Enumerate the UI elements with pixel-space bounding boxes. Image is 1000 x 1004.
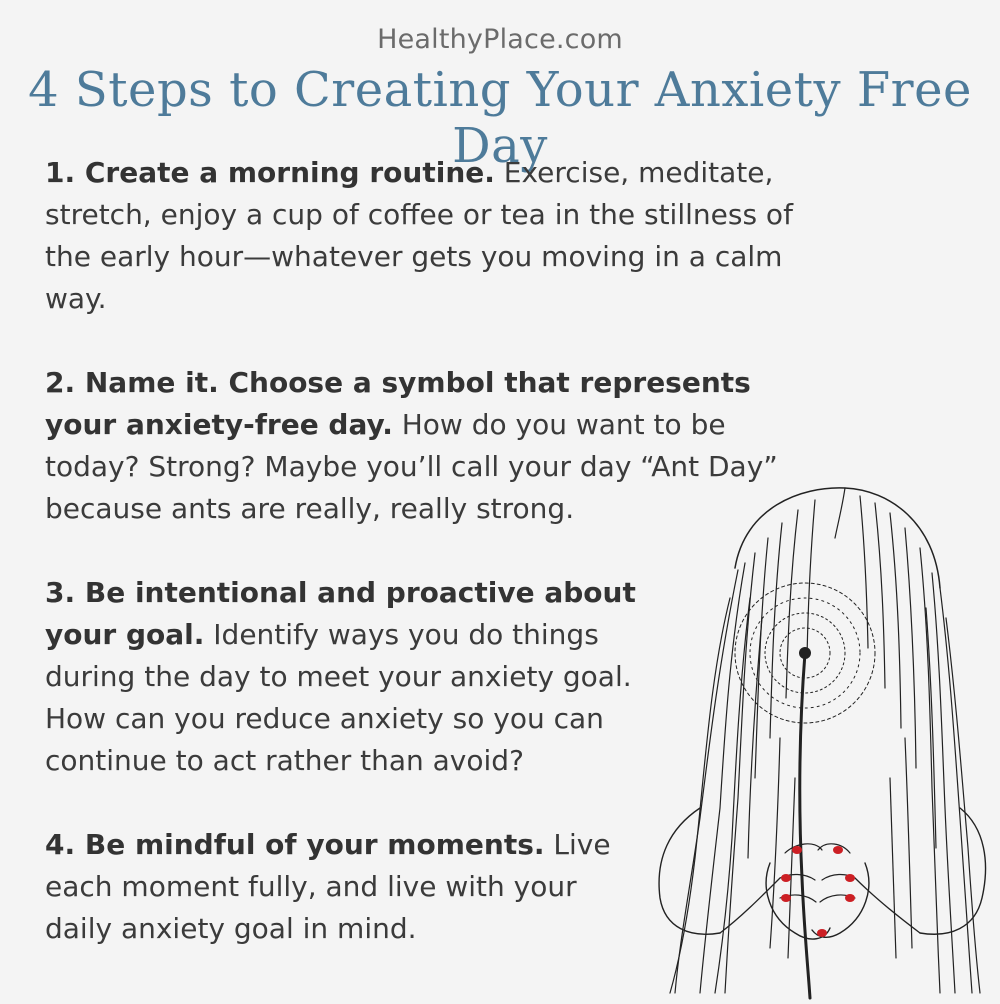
step-4 [45,824,615,950]
illustration-drawing [650,478,990,1000]
step-4-body: Live each moment fully, and live with your daily anxiety goal in mind. [45,828,611,945]
step-1 [45,152,815,320]
girl-holding-dandelion-illustration [650,478,990,1000]
step-2-heading: 2. Name it. Choose a symbol that represents your anxiety-free day. [45,366,751,441]
step-1-body: Exercise, meditate, stretch, enjoy a cup of coffee or tea in the stillness of the early hour—whatever gets you moving in a calm way. [45,156,793,315]
step-1-heading: 1. Create a morning routine. [45,156,495,189]
step-4-heading: 4. Be mindful of your moments. [45,828,545,861]
site-name: HealthyPlace.com [377,24,623,55]
step-3-heading: 3. Be intentional and proactive about your goal. [45,576,636,651]
step-3 [45,572,660,782]
step-2-body: How do you want to be today? Strong? Maybe you’ll call your day “Ant Day” because ants are really, really strong. [45,408,778,525]
step-3-body: Identify ways you do things during the day to meet your anxiety goal. How can you reduce anxiety so you can continue to act rather than avoid? [45,618,632,777]
page-title: 4 Steps to Creating Your Anxiety Free Day [28,62,972,174]
